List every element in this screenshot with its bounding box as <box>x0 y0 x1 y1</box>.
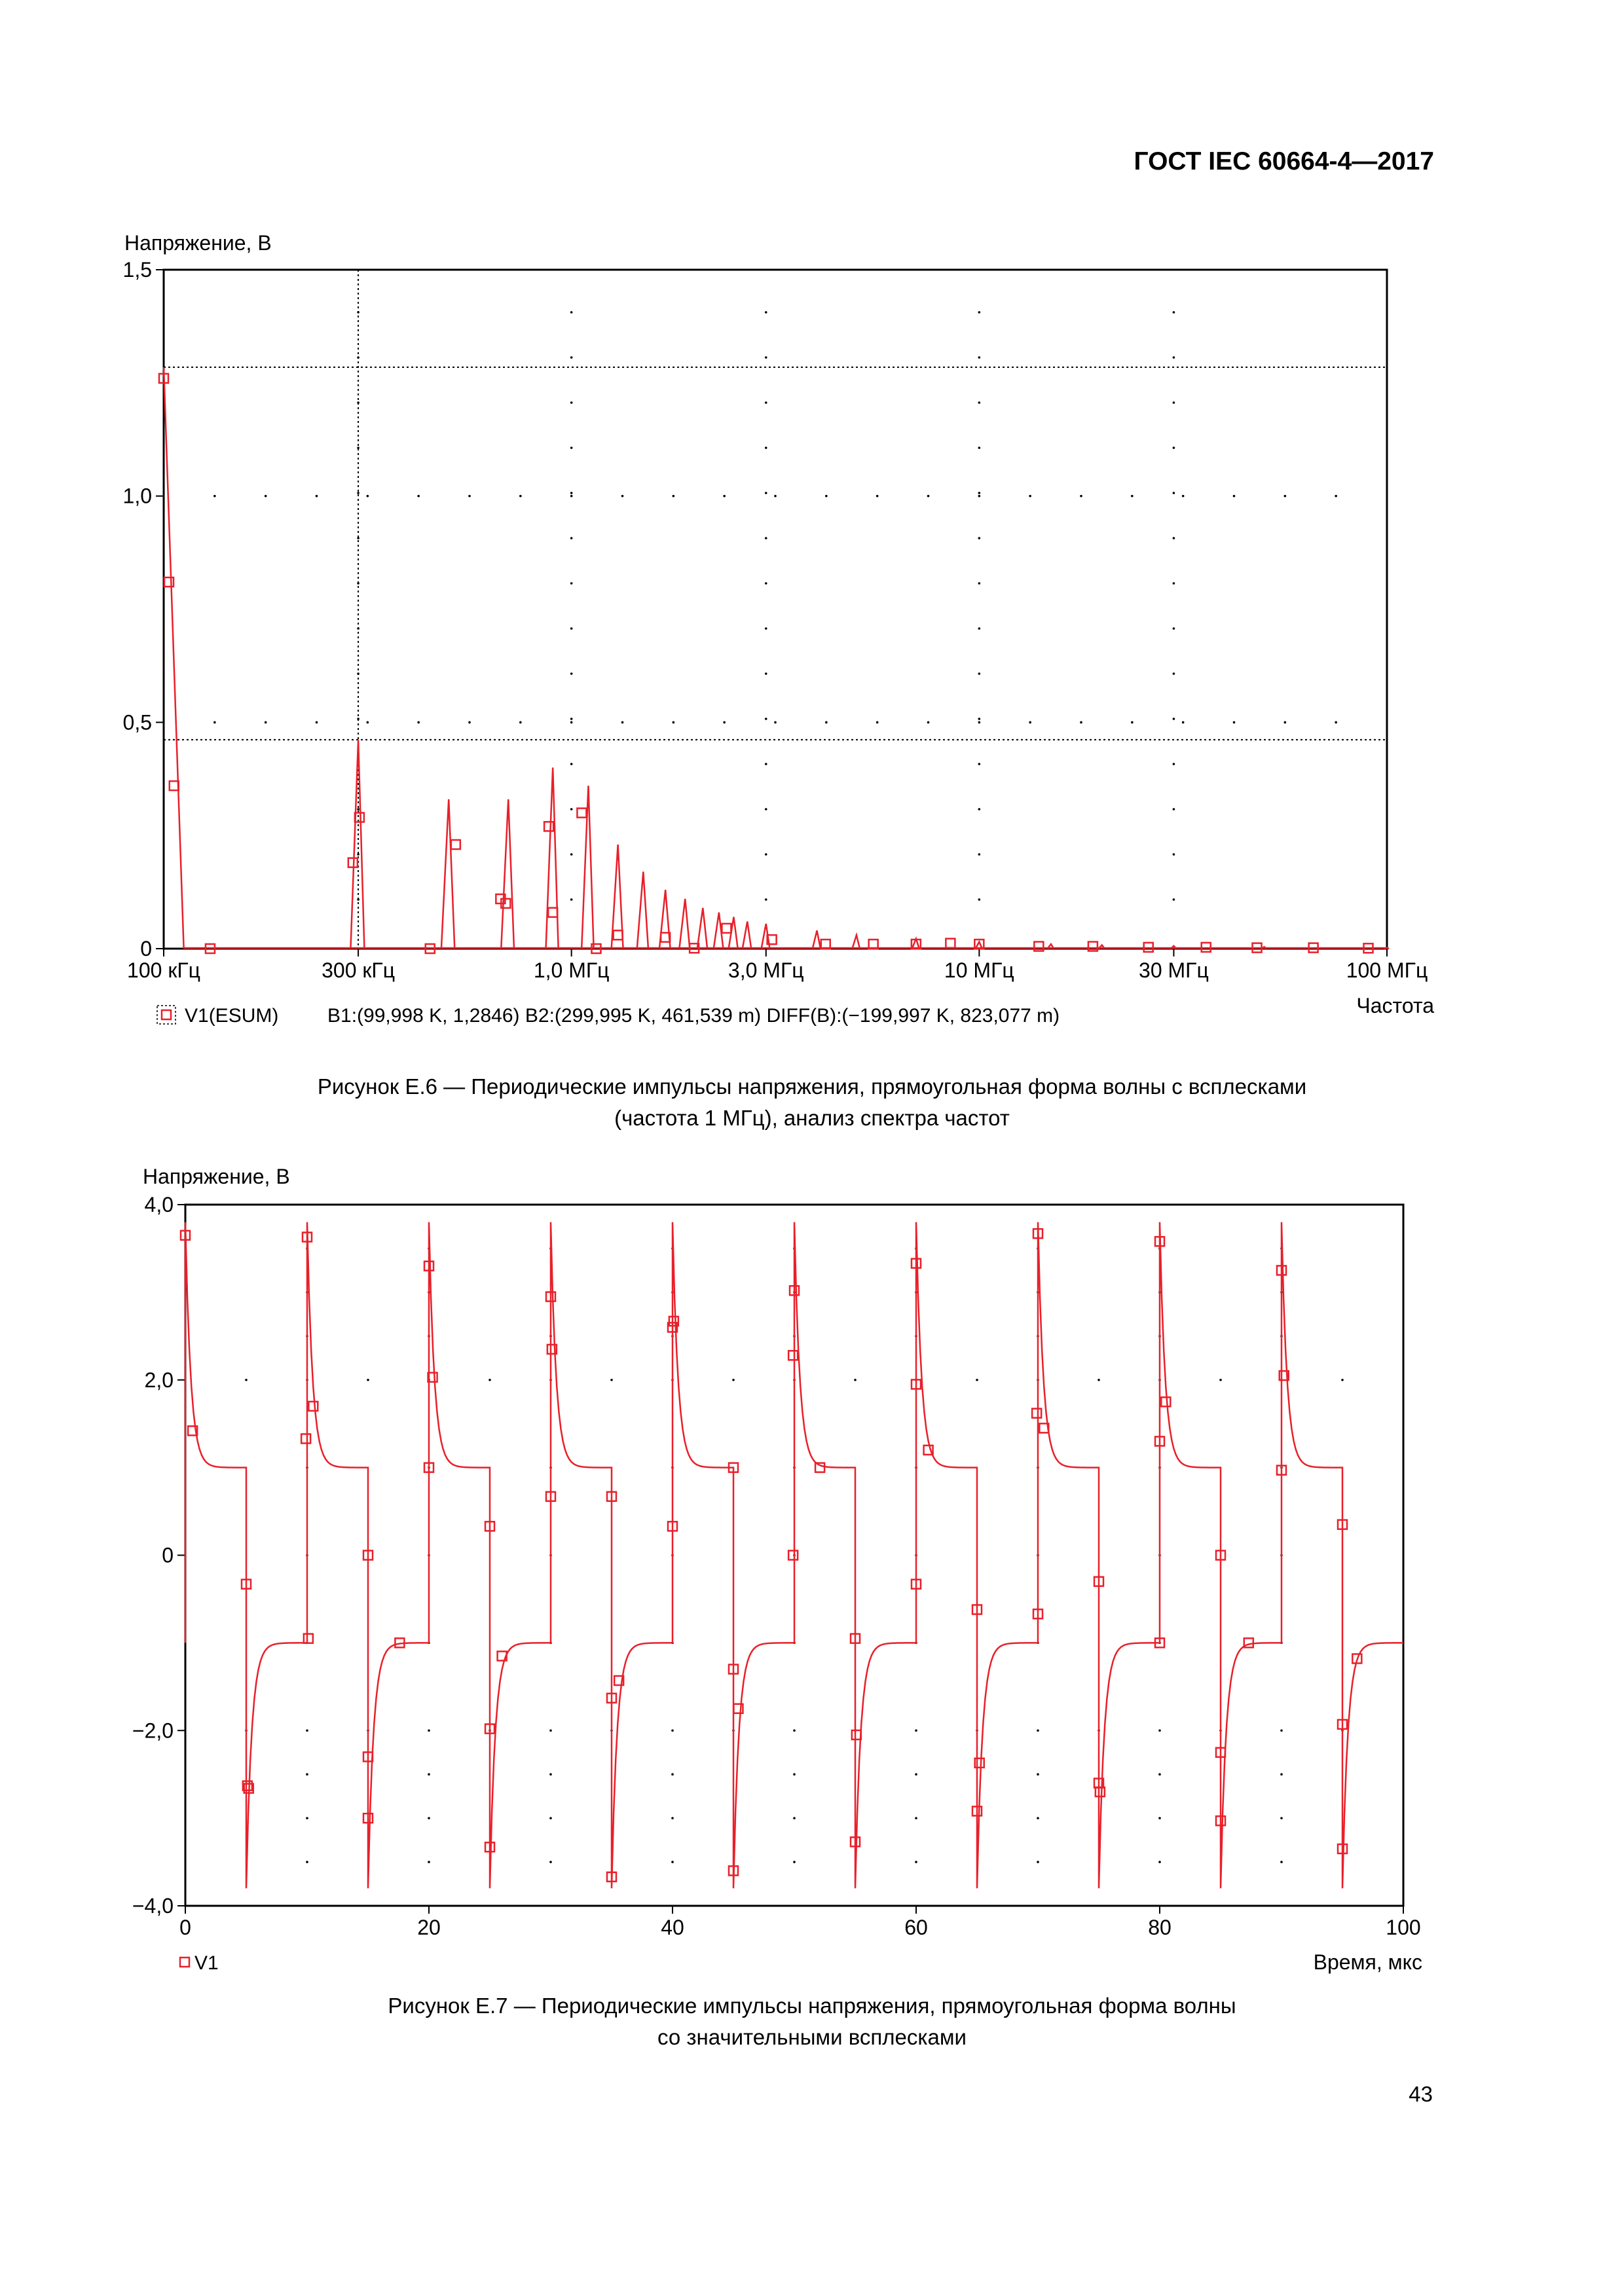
grid-dot <box>978 718 981 720</box>
grid-dot <box>1173 356 1175 359</box>
x-tick-label: 20 <box>417 1916 441 1939</box>
grid-dot <box>1080 495 1082 498</box>
data-marker <box>614 930 623 939</box>
grid-dot <box>1173 672 1175 675</box>
grid-dot <box>774 721 777 724</box>
grid-dot <box>428 1861 430 1863</box>
grid-dot <box>825 495 828 498</box>
series-markers <box>181 1229 1361 1882</box>
grid-dot <box>570 718 573 720</box>
grid-dot <box>1280 1773 1283 1776</box>
grid-dot <box>765 492 767 494</box>
grid-dot <box>357 492 360 494</box>
grid-dot <box>570 492 573 494</box>
grid-dot <box>978 495 981 498</box>
grid-dot <box>978 401 981 404</box>
x-tick-label: 300 кГц <box>322 958 396 982</box>
x-tick-label: 0 <box>179 1916 191 1939</box>
data-marker <box>852 1730 861 1740</box>
figure6-caption <box>0 1071 1624 1134</box>
grid-dot <box>570 495 573 498</box>
grid-dot <box>316 721 318 724</box>
grid-dot <box>519 495 522 498</box>
grid-dot <box>765 672 767 675</box>
spectrum-chart <box>0 210 1624 1061</box>
grid-dot <box>765 898 767 901</box>
grid-dot <box>367 495 369 498</box>
y-tick-label: 1,5 <box>122 258 152 282</box>
grid-dot <box>1173 537 1175 539</box>
grid-dot <box>1173 808 1175 811</box>
figure6-caption-line1: Рисунок Е.6 — Периодические импульсы напряжения, прямоугольная форма волны с всплесками <box>317 1074 1307 1099</box>
grid-dot <box>621 495 624 498</box>
grid-dot <box>265 721 267 724</box>
grid-dot <box>1341 1379 1344 1381</box>
legend-box <box>157 1006 175 1024</box>
grid-dot <box>1173 311 1175 314</box>
grid-dot <box>468 495 471 498</box>
data-marker <box>308 1402 318 1411</box>
grid-dot <box>1219 1379 1222 1381</box>
grid-dot <box>1280 1817 1283 1819</box>
grid-dot <box>927 721 930 724</box>
x-tick-label: 30 МГц <box>1139 958 1209 982</box>
grid-dot <box>765 718 767 720</box>
grid-dot <box>570 763 573 765</box>
grid-dot <box>765 763 767 765</box>
grid-dot <box>854 1379 857 1381</box>
grid-dot <box>1335 495 1337 498</box>
y-tick-label: 0,5 <box>122 710 152 735</box>
data-marker <box>548 908 557 917</box>
grid-dot <box>1173 853 1175 856</box>
grid-dot <box>1037 1817 1039 1819</box>
grid-dot <box>265 495 267 498</box>
grid-dot <box>978 627 981 630</box>
legend <box>180 1952 219 1974</box>
grid-dot <box>671 1729 674 1732</box>
grid-dot <box>570 627 573 630</box>
grid-dot <box>671 1773 674 1776</box>
grid-dot <box>876 721 879 724</box>
grid-dot <box>1173 627 1175 630</box>
grid-dot <box>316 495 318 498</box>
grid-dot <box>367 1379 369 1381</box>
grid-dot <box>549 1861 552 1863</box>
legend-marker <box>180 1958 189 1967</box>
y-tick-label: 4,0 <box>144 1193 174 1216</box>
y-tick-label: 1,0 <box>122 484 152 508</box>
grid-dot <box>1284 721 1287 724</box>
grid-dot <box>1037 1861 1039 1863</box>
grid-dot <box>927 495 930 498</box>
data-marker <box>544 822 553 831</box>
grid-dot <box>367 721 369 724</box>
grid-dot <box>1037 1729 1039 1732</box>
grid-dot <box>1182 721 1185 724</box>
grid-dot <box>1131 495 1134 498</box>
grid-dot <box>519 721 522 724</box>
grid-dot <box>245 1379 248 1381</box>
grid-dot <box>1158 1817 1161 1819</box>
legend-label: V1 <box>194 1952 219 1974</box>
grid-dot <box>915 1861 917 1863</box>
grid-dot <box>468 721 471 724</box>
grid-dot <box>1233 495 1236 498</box>
grid-dot <box>306 1861 308 1863</box>
y-tick-label: 0 <box>162 1543 174 1567</box>
data-marker <box>1032 1409 1041 1418</box>
x-tick-label: 1,0 МГц <box>533 958 610 982</box>
grid-dot <box>978 721 981 724</box>
grid-dot <box>489 1379 491 1381</box>
tick-labels <box>123 258 1428 982</box>
x-tick-label: 40 <box>661 1916 684 1939</box>
grid-dot <box>915 1817 917 1819</box>
grid-dot <box>570 672 573 675</box>
grid-dot <box>673 721 675 724</box>
grid-dot <box>570 853 573 856</box>
grid-dot <box>417 495 420 498</box>
grid-dot <box>978 672 981 675</box>
document-header: ГОСТ IEC 60664-4—2017 <box>1134 147 1434 175</box>
grid-dot <box>978 898 981 901</box>
data-marker <box>946 939 955 948</box>
grid-dot <box>1158 1861 1161 1863</box>
grid-dot <box>1173 718 1175 720</box>
cursor-lines <box>164 270 1387 949</box>
grid-dot <box>549 1817 552 1819</box>
grid-dot <box>306 1773 308 1776</box>
plot-frame <box>164 270 1387 949</box>
grid-dot <box>570 311 573 314</box>
grid-dot <box>1173 582 1175 585</box>
x-tick-label: 80 <box>1148 1916 1172 1939</box>
x-tick-label: 3,0 МГц <box>728 958 804 982</box>
grid-dot <box>915 1773 917 1776</box>
grid-dot <box>570 446 573 449</box>
series-markers <box>159 374 1373 953</box>
grid-dot <box>774 495 777 498</box>
grid-dot <box>976 1379 978 1381</box>
grid-dot <box>673 495 675 498</box>
grid-dot <box>765 582 767 585</box>
grid-dot <box>732 1379 735 1381</box>
grid <box>213 311 1337 901</box>
grid-dot <box>978 356 981 359</box>
grid-dot <box>1098 1379 1100 1381</box>
grid-dot <box>570 582 573 585</box>
figure7-caption-line1: Рисунок Е.7 — Периодические импульсы напряжения, прямоугольная форма волны <box>388 1994 1236 2018</box>
time-domain-chart <box>0 1139 1624 2016</box>
y-axis-label: Напряжение, В <box>124 231 272 255</box>
grid-dot <box>793 1817 796 1819</box>
grid-dot <box>1233 721 1236 724</box>
x-tick-label: 100 МГц <box>1346 958 1428 982</box>
grid-dot <box>978 311 981 314</box>
grid-dot <box>1280 1729 1283 1732</box>
grid-dot <box>570 537 573 539</box>
y-tick-label: 0 <box>140 937 152 960</box>
grid-dot <box>1284 495 1287 498</box>
grid-dot <box>723 495 726 498</box>
grid-dot <box>1029 495 1031 498</box>
grid-dot <box>671 1861 674 1863</box>
grid-dot <box>610 1379 613 1381</box>
grid-dot <box>978 492 981 494</box>
grid-dot <box>213 495 216 498</box>
grid-dot <box>671 1817 674 1819</box>
data-marker <box>164 577 174 587</box>
data-marker <box>1161 1397 1170 1406</box>
grid-dot <box>765 401 767 404</box>
waveform-line <box>185 1222 1403 1888</box>
figure6-caption-line2: (частота 1 МГц), анализ спектра частот <box>614 1106 1010 1130</box>
grid-dot <box>1173 898 1175 901</box>
grid-dot <box>306 1729 308 1732</box>
legend-marker <box>162 1010 171 1019</box>
grid-dot <box>876 495 879 498</box>
grid-dot <box>306 1817 308 1819</box>
grid-dot <box>549 1773 552 1776</box>
data-marker <box>577 809 586 818</box>
grid-dot <box>723 721 726 724</box>
y-tick-label: 2,0 <box>144 1368 174 1392</box>
y-axis-label: Напряжение, В <box>143 1165 290 1188</box>
figure7-caption-line2: со значительными всплесками <box>657 2025 967 2049</box>
grid-dot <box>978 808 981 811</box>
grid-dot <box>1335 721 1337 724</box>
grid-dot <box>1080 721 1082 724</box>
grid-dot <box>793 1773 796 1776</box>
grid-dot <box>1158 1729 1161 1732</box>
cursor-readout: B1:(99,998 K, 1,2846) B2:(299,995 K, 461,539 m) DIFF(B):(−199,997 K, 823,077 m) <box>327 1005 1060 1027</box>
grid-dot <box>825 721 828 724</box>
page-number: 43 <box>1409 2082 1433 2106</box>
grid-dot <box>1173 401 1175 404</box>
grid-dot <box>765 537 767 539</box>
grid-dot <box>213 721 216 724</box>
grid-dot <box>765 356 767 359</box>
legend <box>157 1005 278 1027</box>
grid-dot <box>570 721 573 724</box>
grid-dot <box>765 311 767 314</box>
grid-dot <box>549 1729 552 1732</box>
y-tick-label: −2,0 <box>132 1719 174 1743</box>
tick-labels <box>132 1193 1421 1939</box>
data-marker <box>788 1351 798 1360</box>
series-v1 <box>185 1222 1403 1888</box>
figure7-caption <box>0 1990 1624 2053</box>
x-tick-label: 100 <box>1386 1916 1421 1939</box>
grid-dot <box>793 1729 796 1732</box>
grid-dot <box>1131 721 1134 724</box>
grid-dot <box>1280 1861 1283 1863</box>
legend-label: V1(ESUM) <box>185 1005 279 1027</box>
x-axis-label: Частота <box>1356 994 1434 1017</box>
grid-dot <box>570 808 573 811</box>
grid-dot <box>915 1729 917 1732</box>
grid-dot <box>793 1861 796 1863</box>
data-marker <box>1096 1787 1105 1796</box>
grid-dot <box>765 853 767 856</box>
grid-dot <box>428 1773 430 1776</box>
grid-dot <box>978 582 981 585</box>
data-marker <box>788 1551 798 1560</box>
grid-dot <box>978 446 981 449</box>
grid-dot <box>765 627 767 630</box>
grid-dot <box>570 401 573 404</box>
grid-dot <box>1182 495 1185 498</box>
x-axis-label: Время, мкс <box>1313 1950 1422 1974</box>
grid-dot <box>978 763 981 765</box>
grid-dot <box>765 446 767 449</box>
x-tick-label: 10 МГц <box>944 958 1014 982</box>
grid-dot <box>1173 492 1175 494</box>
grid-dot <box>1173 446 1175 449</box>
grid-dot <box>1158 1773 1161 1776</box>
data-marker <box>304 1634 313 1643</box>
grid-dot <box>428 1817 430 1819</box>
data-marker <box>722 924 731 933</box>
grid-dot <box>417 721 420 724</box>
y-tick-label: −4,0 <box>132 1894 174 1918</box>
grid-dot <box>570 356 573 359</box>
grid-dot <box>621 721 624 724</box>
grid-dot <box>1029 721 1031 724</box>
grid-dot <box>357 808 360 811</box>
grid-dot <box>570 898 573 901</box>
grid-dot <box>978 853 981 856</box>
data-marker <box>451 840 460 849</box>
grid-dot <box>428 1729 430 1732</box>
x-tick-label: 60 <box>904 1916 928 1939</box>
grid-dot <box>765 808 767 811</box>
x-tick-label: 100 кГц <box>127 958 200 982</box>
data-marker <box>301 1434 310 1443</box>
grid-dot <box>1037 1773 1039 1776</box>
grid-dot <box>1173 763 1175 765</box>
grid-dot <box>978 537 981 539</box>
